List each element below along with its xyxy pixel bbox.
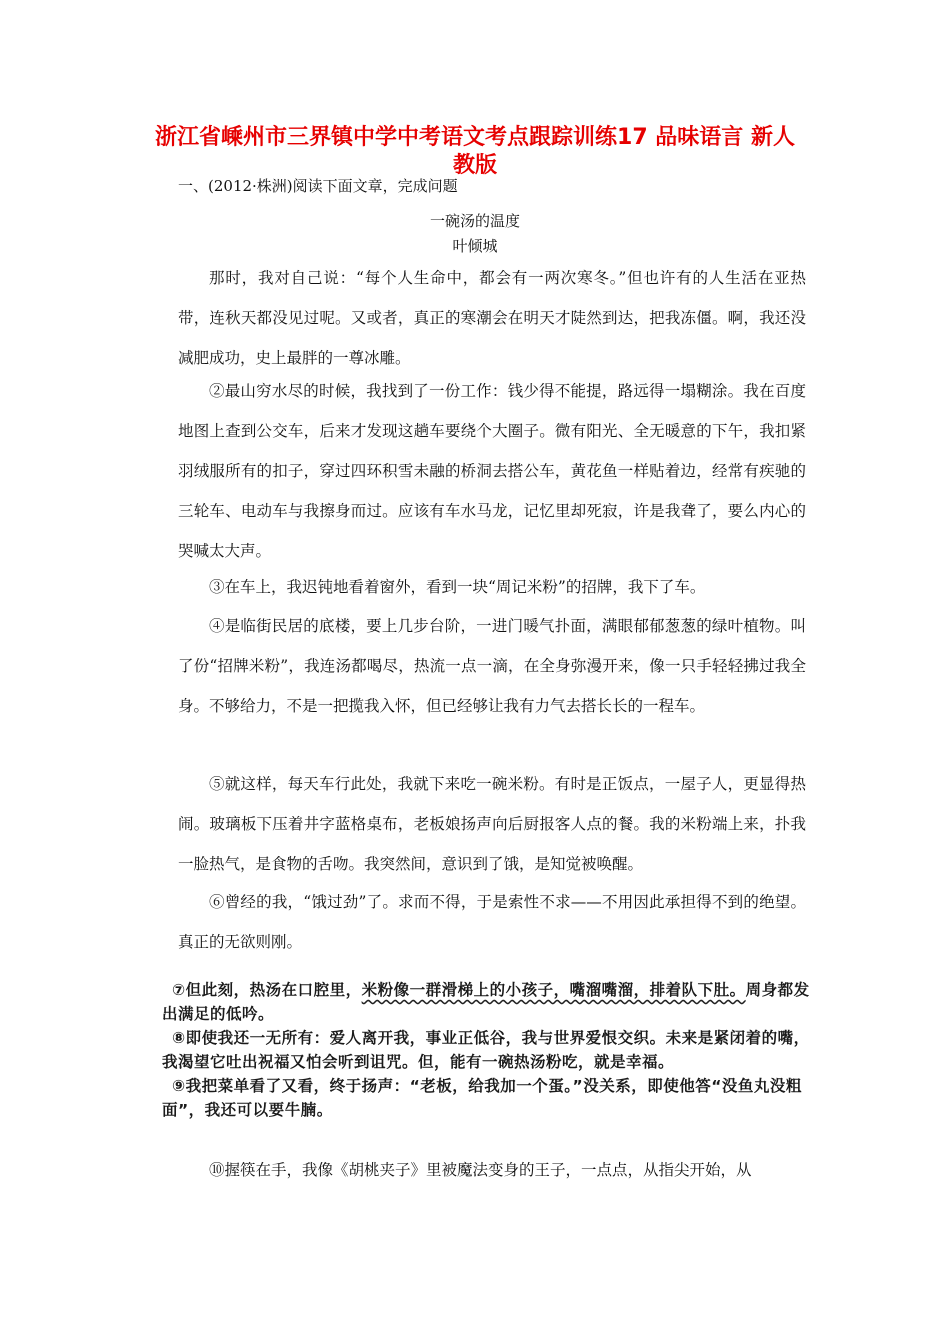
paragraph-3: ③在车上，我迟钝地看着窗外，看到一块“周记米粉”的招牌，我下了车。 — [209, 578, 706, 596]
article-title: 一碗汤的温度 — [429, 212, 520, 230]
paragraph-6: ⑥曾经的我，“饿过劲”了。求而不得，于是索性不求——不用因此承担得不到的绝望。真正的无欲则刚。 — [178, 893, 806, 951]
question-intro: 一、(2012·株洲)阅读下面文章，完成问题 — [178, 177, 458, 195]
paragraph-1: 那时，我对自己说：“每个人生命中，都会有一两次寒冬。”但也许有的人生活在亚热带，连秋天都没见过呢。又或者，真正的寒潮会在明天才陡然到达，把我冻僵。啊，我还没减肥成功，史上最胖的一尊冰雕。 — [178, 269, 806, 367]
paragraph-7 — [162, 978, 812, 1026]
handwritten-excerpt — [162, 978, 812, 1122]
paragraph-9: ⑨我把菜单看了又看，终于扬声：“老板，给我加一个蛋。”没关系，即使他答“没鱼丸没粗面”，我还可以要牛腩。 — [162, 1077, 802, 1119]
paragraph-7-underlined-sentence: 米粉像一群滑梯上的小孩子，嘴溜嘴溜，排着队下肚。 — [361, 981, 746, 999]
paragraph-8: ⑧即使我还一无所有：爱人离开我，事业正低谷，我与世界爱恨交织。未来是紧闭着的嘴，我渴望它吐出祝福又怕会听到诅咒。但，能有一碗热汤粉吃，就是幸福。 — [162, 1029, 810, 1071]
paragraph-7-end: 周身都发出满足的低吟。 — [162, 981, 810, 1023]
paragraph-5: ⑤就这样，每天车行此处，我就下来吃一碗米粉。有时是正饭点，一屋子人，更显得热闹。玻璃板下压着井字蓝格桌布，老板娘扬声向后厨报客人点的餐。我的米粉端上来，扑我一脸热气，是食物的舌吻。我突然间，意识到了饿，是知觉被唤醒。 — [178, 775, 806, 873]
document-title: 浙江省嵊州市三界镇中学中考语文考点跟踪训练17 品味语言 新人教版 — [155, 125, 795, 178]
paragraph-4: ④是临街民居的底楼，要上几步台阶，一进门暖气扑面，满眼郁郁葱葱的绿叶植物。叫了份“招牌米粉”，我连汤都喝尽，热流一点一滴，在全身弥漫开来，像一只手轻轻拂过我全身。不够给力，不是一把揽我入怀，但已经够让我有力气去搭长长的一程车。 — [178, 617, 806, 715]
paragraph-10: ⑩握筷在手，我像《胡桃夹子》里被魔法变身的王子，一点点，从指尖开始，从 — [209, 1161, 752, 1179]
paragraph-2: ②最山穷水尽的时候，我找到了一份工作：钱少得不能提，路远得一塌糊涂。我在百度地图上查到公交车，后来才发现这趟车要绕个大圈子。微有阳光、全无暖意的下午，我扣紧羽绒服所有的扣子，穿过四环积雪未融的桥洞去搭公车，黄花鱼一样贴着边，经常有疾驰的三轮车、电动车与我擦身而过。应该有车水马龙，记忆里却死寂，许是我聋了，要么内心的哭喊太大声。 — [178, 382, 806, 560]
paragraph-7-start: ⑦但此刻，热汤在口腔里， — [172, 981, 362, 999]
article-author: 叶倾城 — [452, 237, 498, 255]
